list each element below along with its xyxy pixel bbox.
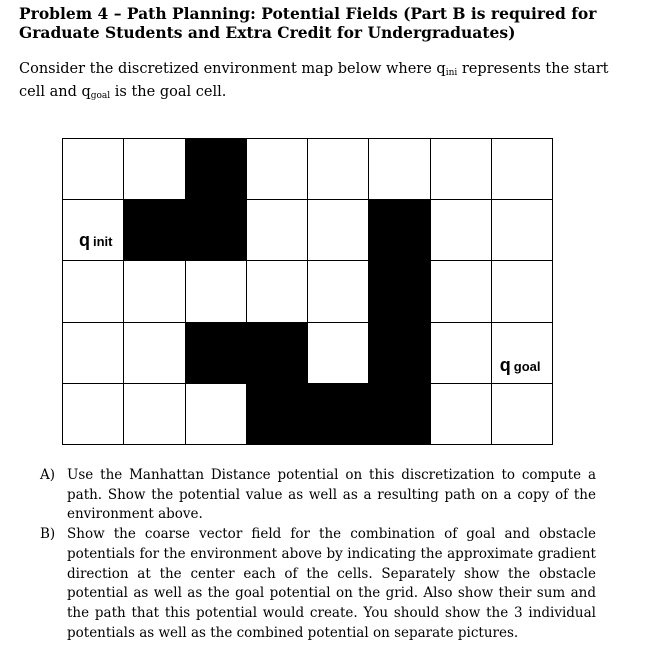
question-text: Use the Manhattan Distance potential on this discretization to compute a path. Show the potential value as well as a resulting path on a copy of the environment above. — [67, 467, 596, 523]
start-subscript: init — [93, 234, 113, 250]
intro-subscript-ini: ini — [445, 68, 458, 78]
intro-text-3: is the goal cell. — [110, 84, 227, 100]
free-cell — [63, 261, 124, 322]
free-cell — [369, 139, 430, 200]
free-cell — [431, 139, 492, 200]
free-cell — [431, 200, 492, 261]
free-cell — [492, 200, 553, 261]
obstacle-cell — [186, 139, 247, 200]
start-symbol: q — [79, 230, 90, 251]
problem-title: Problem 4 – Path Planning: Potential Fields (Part B is required for Graduate Students and Extra Credit for Undergraduates) — [19, 4, 597, 42]
obstacle-cell — [247, 384, 308, 445]
goal-cell — [492, 323, 553, 384]
start-cell — [63, 200, 124, 261]
free-cell — [431, 323, 492, 384]
obstacle-cell — [124, 200, 185, 261]
free-cell — [247, 261, 308, 322]
free-cell — [63, 384, 124, 445]
free-cell — [492, 261, 553, 322]
free-cell — [308, 261, 369, 322]
obstacle-cell — [308, 384, 369, 445]
obstacle-cell — [186, 323, 247, 384]
free-cell — [247, 139, 308, 200]
free-cell — [186, 384, 247, 445]
free-cell — [186, 261, 247, 322]
question-marker: B) — [40, 526, 56, 543]
free-cell — [63, 139, 124, 200]
free-cell — [431, 384, 492, 445]
environment-grid — [62, 138, 553, 445]
free-cell — [492, 139, 553, 200]
free-cell — [308, 323, 369, 384]
free-cell — [124, 384, 185, 445]
goal-symbol: q — [499, 354, 511, 375]
free-cell — [124, 261, 185, 322]
problem-intro — [19, 60, 619, 106]
free-cell — [308, 139, 369, 200]
free-cell — [124, 139, 185, 200]
free-cell — [308, 200, 369, 261]
free-cell — [431, 261, 492, 322]
obstacle-cell — [369, 323, 430, 384]
free-cell — [124, 323, 185, 384]
question-b — [40, 525, 596, 643]
obstacle-cell — [369, 384, 430, 445]
goal-label — [500, 355, 541, 376]
obstacle-cell — [369, 200, 430, 261]
intro-text-1: Consider the discretized environment map below where q — [19, 61, 446, 77]
intro-subscript-goal: goal — [90, 91, 111, 101]
obstacle-cell — [186, 200, 247, 261]
free-cell — [63, 323, 124, 384]
start-label — [79, 230, 113, 251]
obstacle-cell — [247, 323, 308, 384]
intro-text-2: represents the start cell and q — [19, 61, 609, 100]
goal-subscript: goal — [513, 358, 541, 374]
free-cell — [492, 384, 553, 445]
question-marker: A) — [40, 467, 56, 483]
question-a — [40, 466, 596, 525]
free-cell — [247, 200, 308, 261]
question-list — [40, 466, 596, 643]
obstacle-cell — [369, 261, 430, 322]
question-text: Show the coarse vector field for the combination of goal and obstacle potentials for the environment above by indicating the approximate gradient direction at the center each of the cells. Separately show the obstacle potential as well as the goal potential on the grid. Also show their sum and the path that this potential would create. You should show the 3 individual potentials as well as the combined potential on separate pictures. — [67, 526, 596, 641]
